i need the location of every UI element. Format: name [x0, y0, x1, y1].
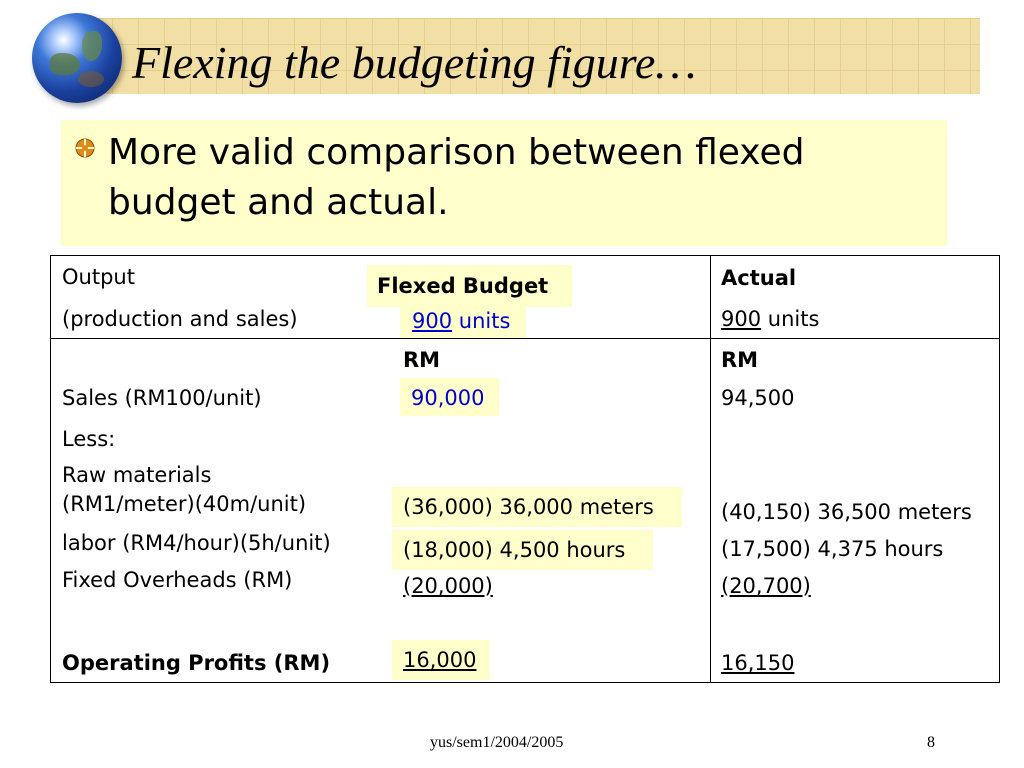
- operating-profits-label: Operating Profits (RM): [62, 651, 331, 675]
- flexed-budget-heading: Flexed Budget: [377, 274, 549, 298]
- footer-course-code: yus/sem1/2004/2005: [430, 734, 564, 751]
- raw-materials-flexed-value: (36,000) 36,000 meters: [403, 495, 654, 519]
- actual-heading: Actual: [721, 266, 797, 290]
- table-header-divider: [50, 338, 1000, 339]
- less-label: Less:: [62, 427, 116, 451]
- output-label: Output: [62, 265, 135, 289]
- labor-actual-value: (17,500) 4,375 hours: [721, 537, 944, 561]
- raw-materials-rate-label: (RM1/meter)(40m/unit): [62, 492, 307, 516]
- slide-number: 8: [927, 734, 935, 751]
- slide-title: Flexing the budgeting figure…: [132, 37, 697, 88]
- flexed-units-word: units: [458, 309, 511, 333]
- fixed-overheads-flexed-value: (20,000): [403, 574, 493, 598]
- raw-materials-label: Raw materials: [62, 463, 212, 487]
- labor-flexed-value: (18,000) 4,500 hours: [403, 538, 626, 562]
- operating-profits-actual-value: 16,150: [721, 651, 795, 675]
- fixed-overheads-actual-value: (20,700): [721, 574, 811, 598]
- table-column-divider: [710, 255, 711, 683]
- labor-label: labor (RM4/hour)(5h/unit): [62, 531, 331, 555]
- globe-icon: [32, 13, 122, 103]
- actual-currency: RM: [721, 348, 759, 372]
- actual-units: [721, 307, 819, 331]
- flexed-currency: RM: [403, 348, 441, 372]
- sales-actual-value: 94,500: [721, 386, 795, 410]
- actual-units-word: units: [767, 307, 820, 331]
- flexed-units: [412, 309, 510, 333]
- bullet-sun-icon: [74, 137, 96, 159]
- actual-units-number: 900: [721, 307, 762, 331]
- fixed-overheads-label: Fixed Overheads (RM): [62, 568, 293, 592]
- flexed-units-number: 900: [412, 309, 453, 333]
- sales-flexed-value: 90,000: [411, 386, 485, 410]
- raw-materials-actual-value: (40,150) 36,500 meters: [721, 500, 972, 524]
- operating-profits-flexed-value: 16,000: [403, 648, 477, 672]
- bullet-text: More valid comparison between flexed budget and actual.: [108, 132, 805, 223]
- sales-label: Sales (RM100/unit): [62, 386, 262, 410]
- output-sublabel: (production and sales): [62, 307, 298, 331]
